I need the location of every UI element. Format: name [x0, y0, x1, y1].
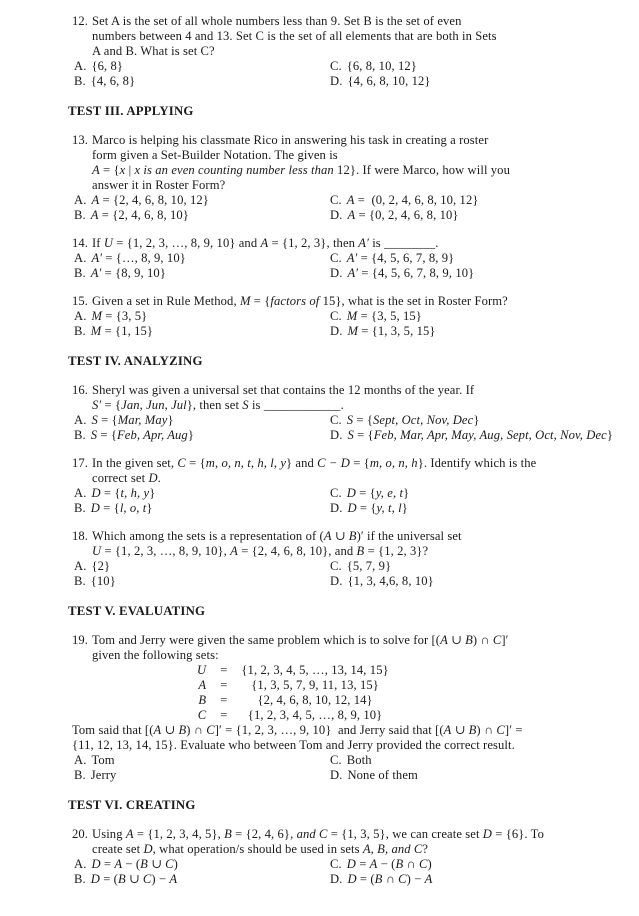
equals-sign: = [220, 663, 228, 677]
set-value: {1, 2, 3, 4, 5, …, 13, 14, 15} [241, 663, 389, 677]
question-15-line-1: Given a set in Rule Method, M = {factors of 15}, what is the set in Roster Form? [92, 294, 508, 308]
question-18-options [74, 559, 611, 589]
section-header-test-iv: TEST IV. ANALYZING [68, 354, 203, 368]
question-14-option-c [330, 251, 611, 266]
question-13-number: 13. [72, 133, 89, 147]
question-15-body [92, 294, 611, 309]
option-label: A. [74, 559, 87, 573]
question-13-option-b [74, 208, 330, 223]
option-value: {5, 7, 9} [346, 559, 392, 573]
option-label: C. [330, 753, 342, 767]
question-20-body [92, 827, 611, 857]
option-label: D. [330, 872, 343, 886]
option-label: D. [330, 768, 343, 782]
option-label: D. [330, 501, 343, 515]
option-value: {2} [91, 559, 111, 573]
question-19-sets-table [190, 663, 396, 723]
option-label: C. [330, 413, 342, 427]
equals-sign: = [220, 708, 228, 722]
question-17-line-2: correct set D. [92, 471, 161, 485]
option-value: A = (0, 2, 4, 6, 8, 10, 12} [346, 193, 479, 207]
set-value: {2, 4, 6, 8, 10, 12, 14} [257, 693, 373, 707]
option-label: D. [330, 324, 343, 338]
question-13-line-2: form given a Set-Builder Notation. The given is [92, 148, 338, 162]
option-label: B. [74, 74, 86, 88]
set-definition-row [190, 678, 396, 693]
option-label: A. [74, 251, 87, 265]
option-value: Tom [91, 753, 115, 767]
set-definition-row [190, 708, 396, 723]
question-15-option-a [74, 309, 330, 324]
question-16-option-a [74, 413, 330, 428]
option-label: C. [330, 251, 342, 265]
question-12-line-3: A and B. What is set C? [92, 44, 215, 58]
question-12-line-1: Set A is the set of all whole numbers less than 9. Set B is the set of even [92, 14, 462, 28]
question-18 [72, 529, 611, 589]
option-label: D. [330, 208, 343, 222]
option-label: B. [74, 266, 86, 280]
question-18-number: 18. [72, 529, 89, 543]
section-header-test-vi: TEST VI. CREATING [68, 798, 196, 812]
question-12-option-c [330, 59, 611, 74]
question-20 [72, 827, 611, 887]
equals-sign: = [220, 678, 228, 692]
question-18-option-a [74, 559, 330, 574]
question-19 [72, 633, 611, 783]
option-value: D = {y, t, l} [347, 501, 408, 515]
question-12-line-2: numbers between 4 and 13. Set C is the set of all elements that are both in Sets [92, 29, 497, 43]
question-14-body [92, 236, 611, 251]
option-label: C. [330, 559, 342, 573]
question-12 [72, 14, 611, 89]
option-label: A. [74, 857, 87, 871]
question-14 [72, 236, 611, 281]
question-15-number: 15. [72, 294, 89, 308]
question-13-option-a [74, 193, 330, 208]
option-value: D = A − (B ∪ C) [91, 857, 178, 871]
question-14-number: 14. [72, 236, 89, 250]
question-20-line-2: create set D, what operation/s should be used in sets A, B, and C? [92, 842, 429, 856]
option-label: B. [74, 208, 86, 222]
question-12-option-a [74, 59, 330, 74]
option-value: D = {y, e, t} [346, 486, 410, 500]
question-13-line-1: Marco is helping his classmate Rico in answering his task in creating a roster [92, 133, 489, 147]
question-19-body [92, 633, 611, 663]
option-label: D. [330, 574, 343, 588]
question-19-option-a [74, 753, 330, 768]
question-14-line-1: If U = {1, 2, 3, …, 8, 9, 10} and A = {1, 2, 3}, then A′ is ________. [92, 236, 439, 250]
option-value: D = A − (B ∩ C) [346, 857, 432, 871]
question-18-line-2: U = {1, 2, 3, …, 8, 9, 10}, A = {2, 4, 6, 8, 10}, and B = {1, 2, 3}? [92, 544, 429, 558]
question-16-number: 16. [72, 383, 89, 397]
question-17 [72, 456, 611, 516]
option-label: C. [330, 857, 342, 871]
option-value: D = {t, h, y} [91, 486, 156, 500]
question-17-line-1: In the given set, C = {m, o, n, t, h, l, y} and C − D = {m, o, n, h}. Identify which is the [92, 456, 537, 470]
question-17-option-b [74, 501, 330, 516]
question-13-line-3: A = {x | x is an even counting number less than 12}. If were Marco, how will you [92, 163, 510, 177]
option-value: {1, 3, 4,6, 8, 10} [347, 574, 434, 588]
option-label: B. [74, 768, 86, 782]
question-17-number: 17. [72, 456, 89, 470]
question-16 [72, 383, 614, 443]
option-value: {4, 6, 8, 10, 12} [347, 74, 431, 88]
option-label: B. [74, 872, 86, 886]
question-20-option-d [330, 872, 611, 887]
question-12-body [92, 14, 611, 59]
equals-sign: = [220, 693, 228, 707]
option-value: D = (B ∪ C) − A [90, 872, 178, 886]
question-16-option-b [74, 428, 330, 443]
question-19-number: 19. [72, 633, 89, 647]
question-17-option-d [330, 501, 611, 516]
set-definition-row [190, 693, 396, 708]
question-19-option-c [330, 753, 611, 768]
question-12-options [74, 59, 611, 89]
question-17-body [92, 456, 611, 486]
question-19-line-2: given the following sets: [92, 648, 219, 662]
option-value: S = {Feb, Apr, Aug} [90, 428, 194, 442]
question-19-options [74, 753, 611, 783]
question-12-option-d [330, 74, 611, 89]
option-label: B. [74, 428, 86, 442]
question-16-body [92, 383, 611, 413]
option-value: {6, 8, 10, 12} [346, 59, 417, 73]
set-variable: B [198, 693, 207, 707]
option-label: A. [74, 413, 87, 427]
question-19-line-1: Tom and Jerry were given the same problem which is to solve for [(A ∪ B) ∩ C]′ [92, 633, 509, 647]
question-18-option-c [330, 559, 611, 574]
option-label: D. [330, 74, 343, 88]
question-16-line-2: S′ = {Jan, Jun, Jul}, then set S is ____________. [92, 398, 344, 412]
question-12-option-b [74, 74, 330, 89]
option-value: D = {l, o, t} [90, 501, 153, 515]
question-16-option-c [330, 413, 613, 428]
option-value: A′ = {4, 5, 6, 7, 8, 9} [346, 251, 455, 265]
question-19-option-b [74, 768, 330, 783]
option-value: {6, 8} [91, 59, 124, 73]
question-14-option-a [74, 251, 330, 266]
set-variable: A [198, 678, 207, 692]
question-16-option-d [330, 428, 613, 443]
option-label: A. [74, 193, 87, 207]
section-header-test-v: TEST V. EVALUATING [68, 604, 206, 618]
option-label: D. [330, 266, 343, 280]
question-15-option-c [330, 309, 611, 324]
question-13 [72, 133, 611, 223]
question-19-option-d [330, 768, 611, 783]
question-20-option-b [74, 872, 330, 887]
set-variable: C [197, 708, 207, 722]
question-15-option-b [74, 324, 330, 339]
option-value: A = {0, 2, 4, 6, 8, 10} [347, 208, 459, 222]
option-value: M = {1, 15} [90, 324, 154, 338]
question-18-option-d [330, 574, 611, 589]
question-20-option-a [74, 857, 330, 872]
question-20-line-1: Using A = {1, 2, 3, 4, 5}, B = {2, 4, 6}, and C = {1, 3, 5}, we can create set D = {6}. To [92, 827, 544, 841]
set-value: {1, 3, 5, 7, 9, 11, 13, 15} [251, 678, 379, 692]
option-value: {4, 6, 8} [90, 74, 136, 88]
question-17-option-a [74, 486, 330, 501]
option-value: Jerry [90, 768, 117, 782]
question-12-number: 12. [72, 14, 89, 28]
question-16-options [74, 413, 614, 443]
option-value: S = {Sept, Oct, Nov, Dec} [346, 413, 480, 427]
option-value: A = {2, 4, 6, 8, 10} [90, 208, 189, 222]
option-label: A. [74, 59, 87, 73]
question-18-line-1: Which among the sets is a representation of (A ∪ B)′ if the universal set [92, 529, 462, 543]
question-19-tail-line-2: {11, 12, 13, 14, 15}. Evaluate who between Tom and Jerry provided the correct result. [72, 738, 515, 752]
option-value: D = (B ∩ C) − A [347, 872, 433, 886]
section-header-test-iii: TEST III. APPLYING [68, 104, 194, 118]
question-13-option-d [330, 208, 611, 223]
question-15-option-d [330, 324, 611, 339]
question-17-option-c [330, 486, 611, 501]
option-label: C. [330, 309, 342, 323]
question-18-body [92, 529, 611, 559]
option-label: B. [74, 574, 86, 588]
question-13-option-c [330, 193, 611, 208]
question-14-option-d [330, 266, 611, 281]
option-value: A = {2, 4, 6, 8, 10, 12} [91, 193, 209, 207]
option-label: A. [74, 486, 87, 500]
option-label: A. [74, 309, 87, 323]
question-17-options [74, 486, 611, 516]
option-label: C. [330, 193, 342, 207]
option-value: A′ = {8, 9, 10} [90, 266, 166, 280]
option-value: M = {3, 5, 15} [346, 309, 422, 323]
option-value: M = {3, 5} [91, 309, 148, 323]
question-14-options [74, 251, 611, 281]
question-15 [72, 294, 611, 339]
option-value: A′ = {…, 8, 9, 10} [91, 251, 186, 265]
option-value: Both [346, 753, 372, 767]
option-label: C. [330, 486, 342, 500]
option-label: D. [330, 428, 343, 442]
option-value: {10} [90, 574, 116, 588]
option-label: B. [74, 501, 86, 515]
question-14-option-b [74, 266, 330, 281]
option-value: M = {1, 3, 5, 15} [347, 324, 436, 338]
question-18-option-b [74, 574, 330, 589]
question-15-options [74, 309, 611, 339]
set-variable: U [197, 663, 207, 677]
set-definition-row [190, 663, 396, 678]
question-20-number: 20. [72, 827, 89, 841]
question-13-options [74, 193, 611, 223]
option-label: C. [330, 59, 342, 73]
question-19-evaluation-text [72, 723, 611, 753]
question-20-option-c [330, 857, 611, 872]
question-20-options [74, 857, 611, 887]
question-16-line-1: Sheryl was given a universal set that contains the 12 months of the year. If [92, 383, 475, 397]
question-19-tail-line-1: Tom said that [(A ∪ B) ∩ C]′ = {1, 2, 3, …, 9, 10} and Jerry said that [(A ∪ B) ∩ C]′ = [72, 723, 523, 737]
option-value: None of them [347, 768, 418, 782]
question-13-body [92, 133, 611, 193]
option-value: A′ = {4, 5, 6, 7, 8, 9, 10} [347, 266, 475, 280]
question-13-line-4: answer it in Roster Form? [92, 178, 226, 192]
set-value: {1, 2, 3, 4, 5, …, 8, 9, 10} [247, 708, 383, 722]
option-label: B. [74, 324, 86, 338]
option-label: A. [74, 753, 87, 767]
option-value: S = {Mar, May} [91, 413, 174, 427]
option-value: S = {Feb, Mar, Apr, May, Aug, Sept, Oct, Nov, Dec} [347, 428, 614, 442]
